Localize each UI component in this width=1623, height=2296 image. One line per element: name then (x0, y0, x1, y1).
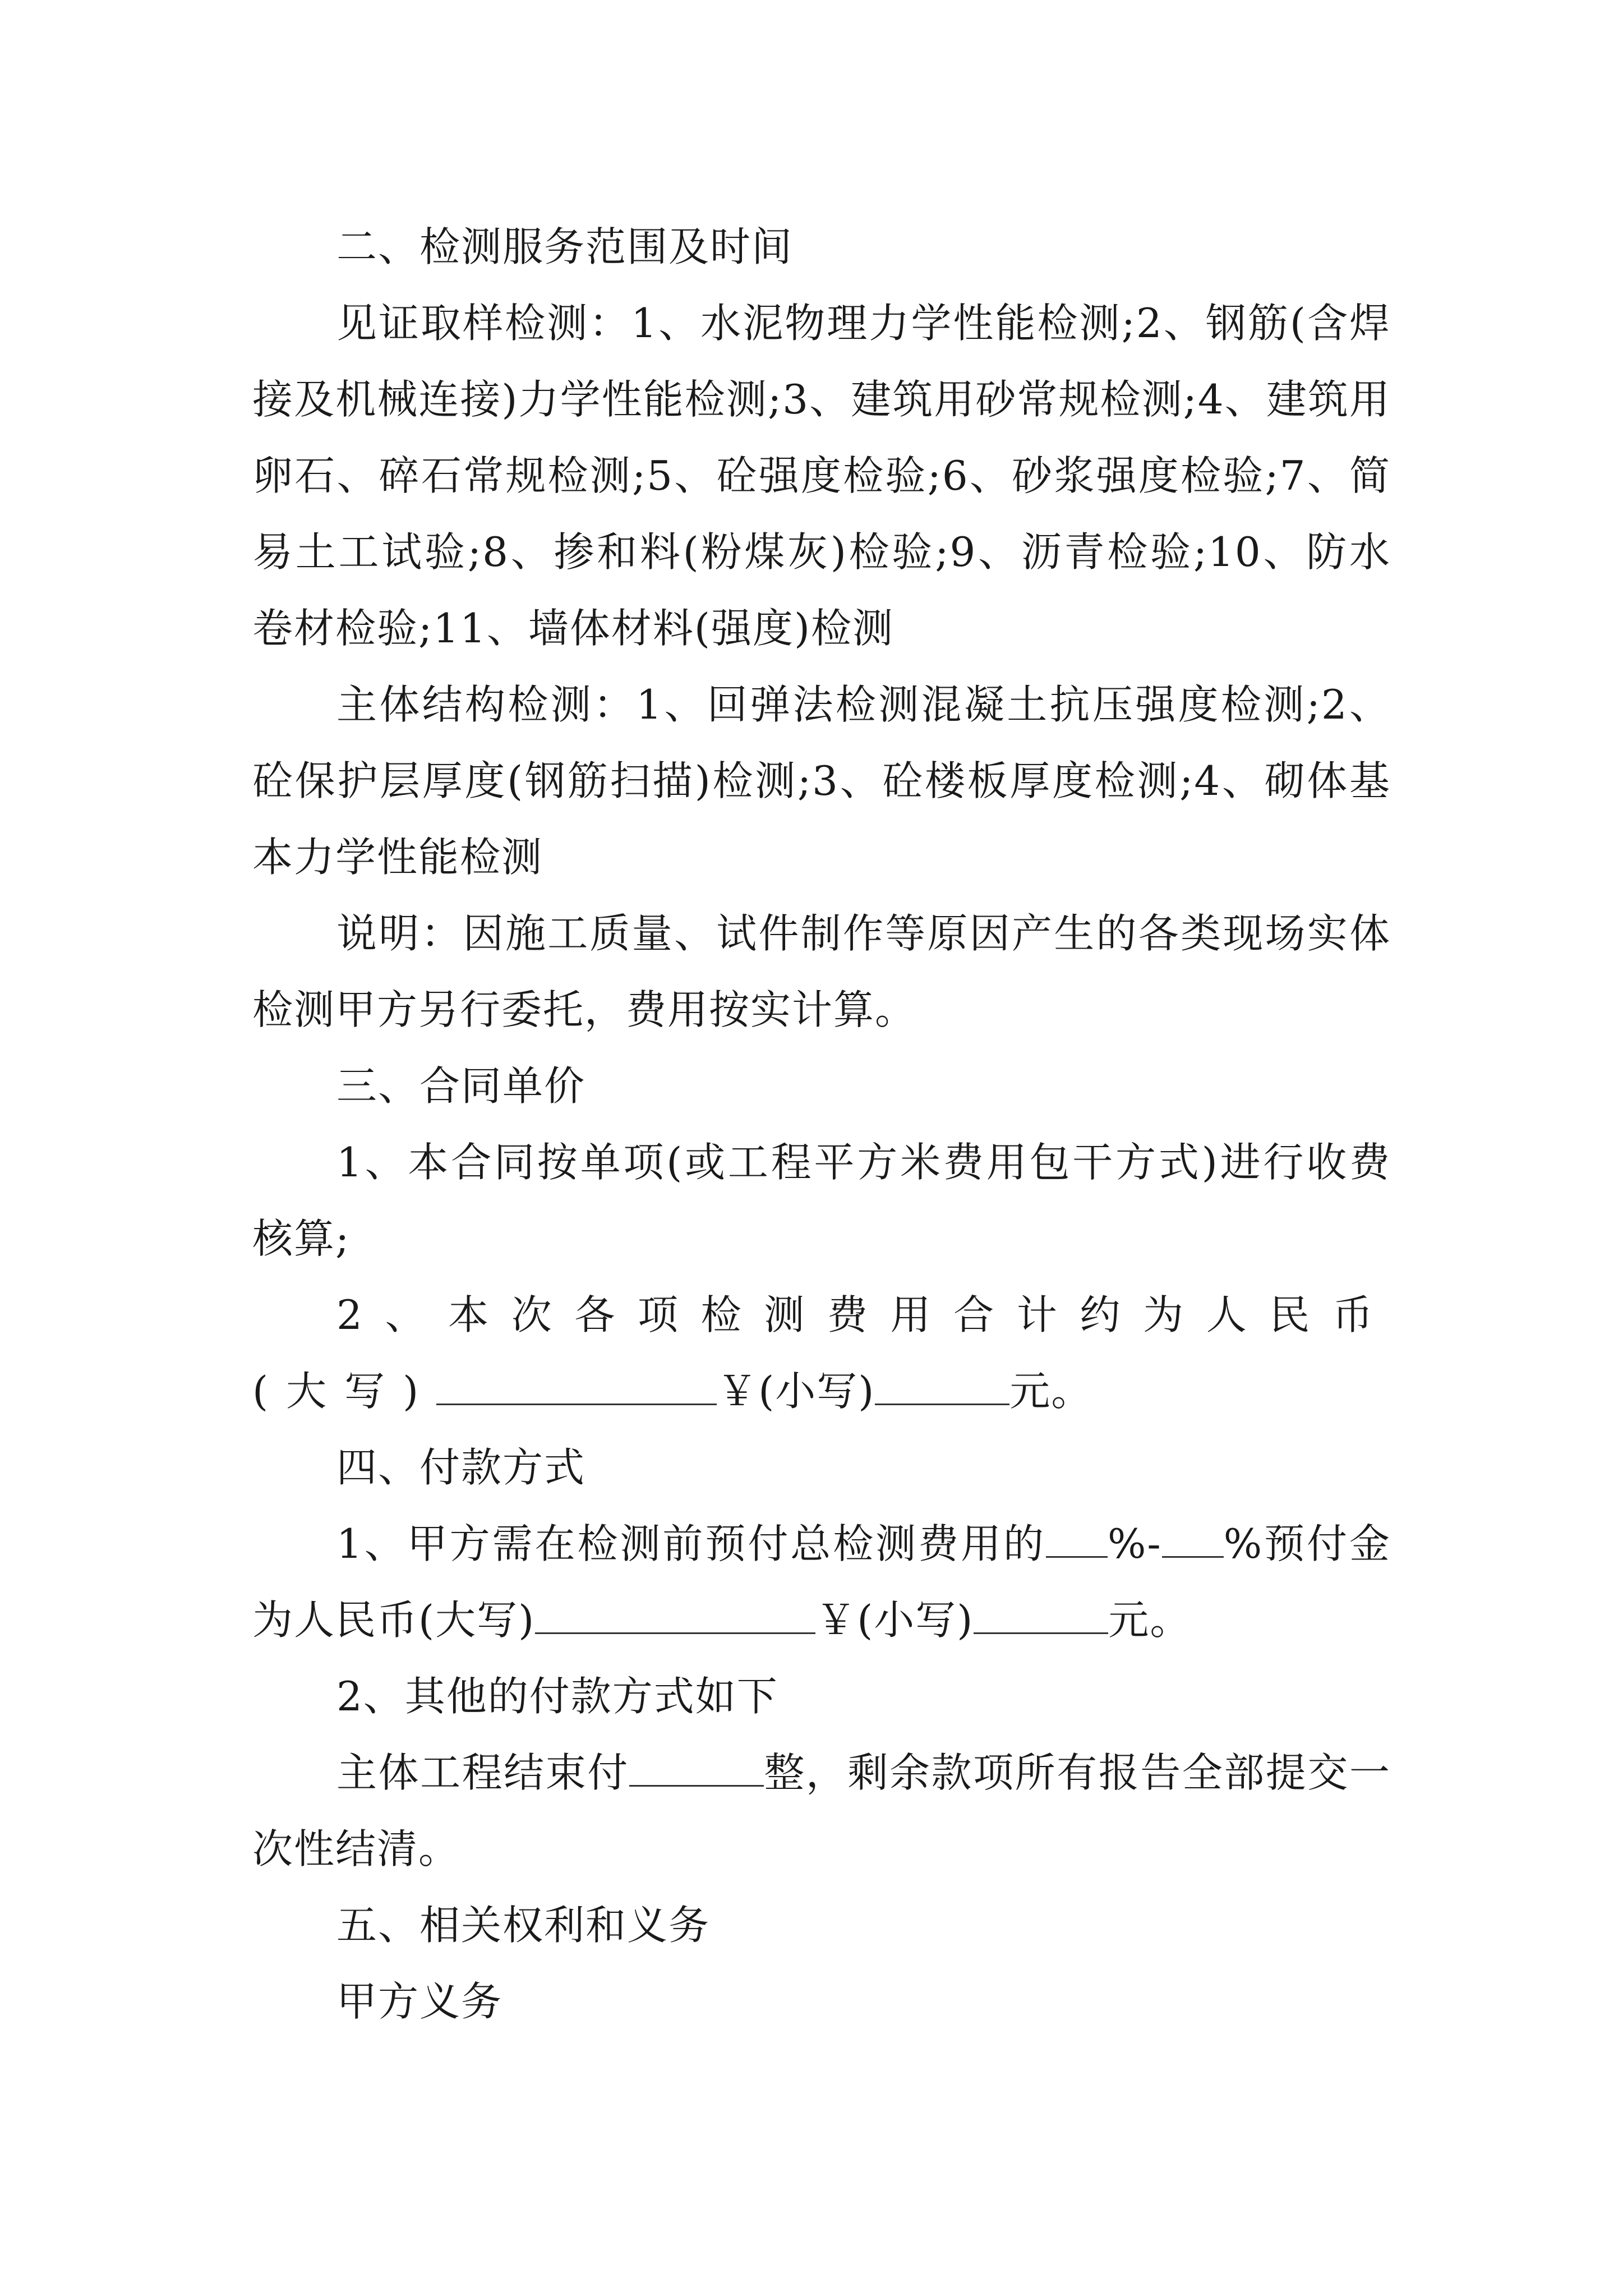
paragraph-payment-item-2: 2、其他的付款方式如下 (336, 1673, 778, 1720)
percent-from-blank (1046, 1520, 1108, 1558)
price-item-2-lowercase-label: ￥(小写) (717, 1368, 875, 1415)
section-heading-unit-price: 三、合同单价 (336, 1062, 586, 1110)
section-heading-rights: 五、相关权利和义务 (336, 1902, 711, 1949)
paragraph-note: 说明：因施工质量、试件制作等原因产生的各类现场实体检测甲方另行委托，费用按实计算。 (252, 910, 1391, 1033)
deposit-lowercase-blank (974, 1596, 1108, 1634)
paragraph-witness-sampling: 见证取样检测：1、水泥物理力学性能检测;2、钢筋(含焊接及机械连接)力学性能检测;3、建筑用砂常规检测;4、建筑用卵石、碎石常规检测;5、砼强度检验;6、砂浆强度检验;7、简易土工试验;8、掺和料(粉煤灰)检验;9、沥青检验;10、防水卷材检验;11、墙体材料(强度)检测 (252, 300, 1391, 652)
amount-lowercase-blank (875, 1368, 1009, 1405)
final-payment-blank (629, 1749, 764, 1787)
payment-item-1-unit: 元。 (1108, 1596, 1192, 1644)
payment-item-1-deposit: %预付金为人民币(大写) (252, 1520, 1391, 1644)
paragraph-payment-item-1 (252, 1506, 1391, 1658)
price-item-2-text: 2、本次各项检测费用合计约为人民币(大写) (252, 1291, 1391, 1415)
paragraph-price-item-2 (252, 1277, 1391, 1429)
final-payment-rest: 整，剩余款项所有报告全部提交一次性结清。 (252, 1749, 1391, 1872)
payment-item-1-text: 1、甲方需在检测前预付总检测费用的 (336, 1520, 1046, 1567)
final-payment-text: 主体工程结束付 (336, 1749, 629, 1796)
payment-item-1-lowercase-label: ￥(小写) (815, 1596, 974, 1644)
percent-to-blank (1162, 1520, 1224, 1558)
price-item-2-unit: 元。 (1009, 1368, 1093, 1415)
deposit-uppercase-blank (535, 1596, 815, 1634)
percent-separator: %- (1107, 1520, 1162, 1567)
section-heading-payment: 四、付款方式 (336, 1444, 586, 1491)
sub-heading-party-a-obligations: 甲方义务 (336, 1978, 503, 2025)
paragraph-price-item-1: 1、本合同按单项(或工程平方米费用包干方式)进行收费核算; (252, 1139, 1391, 1262)
amount-uppercase-blank (436, 1368, 717, 1405)
section-heading-scope: 二、检测服务范围及时间 (336, 223, 794, 270)
paragraph-final-payment (252, 1734, 1391, 1887)
document-body (252, 209, 1391, 2040)
paragraph-main-structure: 主体结构检测：1、回弹法检测混凝土抗压强度检测;2、砼保护层厚度(钢筋扫描)检测;3、砼楼板厚度检测;4、砌体基本力学性能检测 (252, 681, 1391, 881)
